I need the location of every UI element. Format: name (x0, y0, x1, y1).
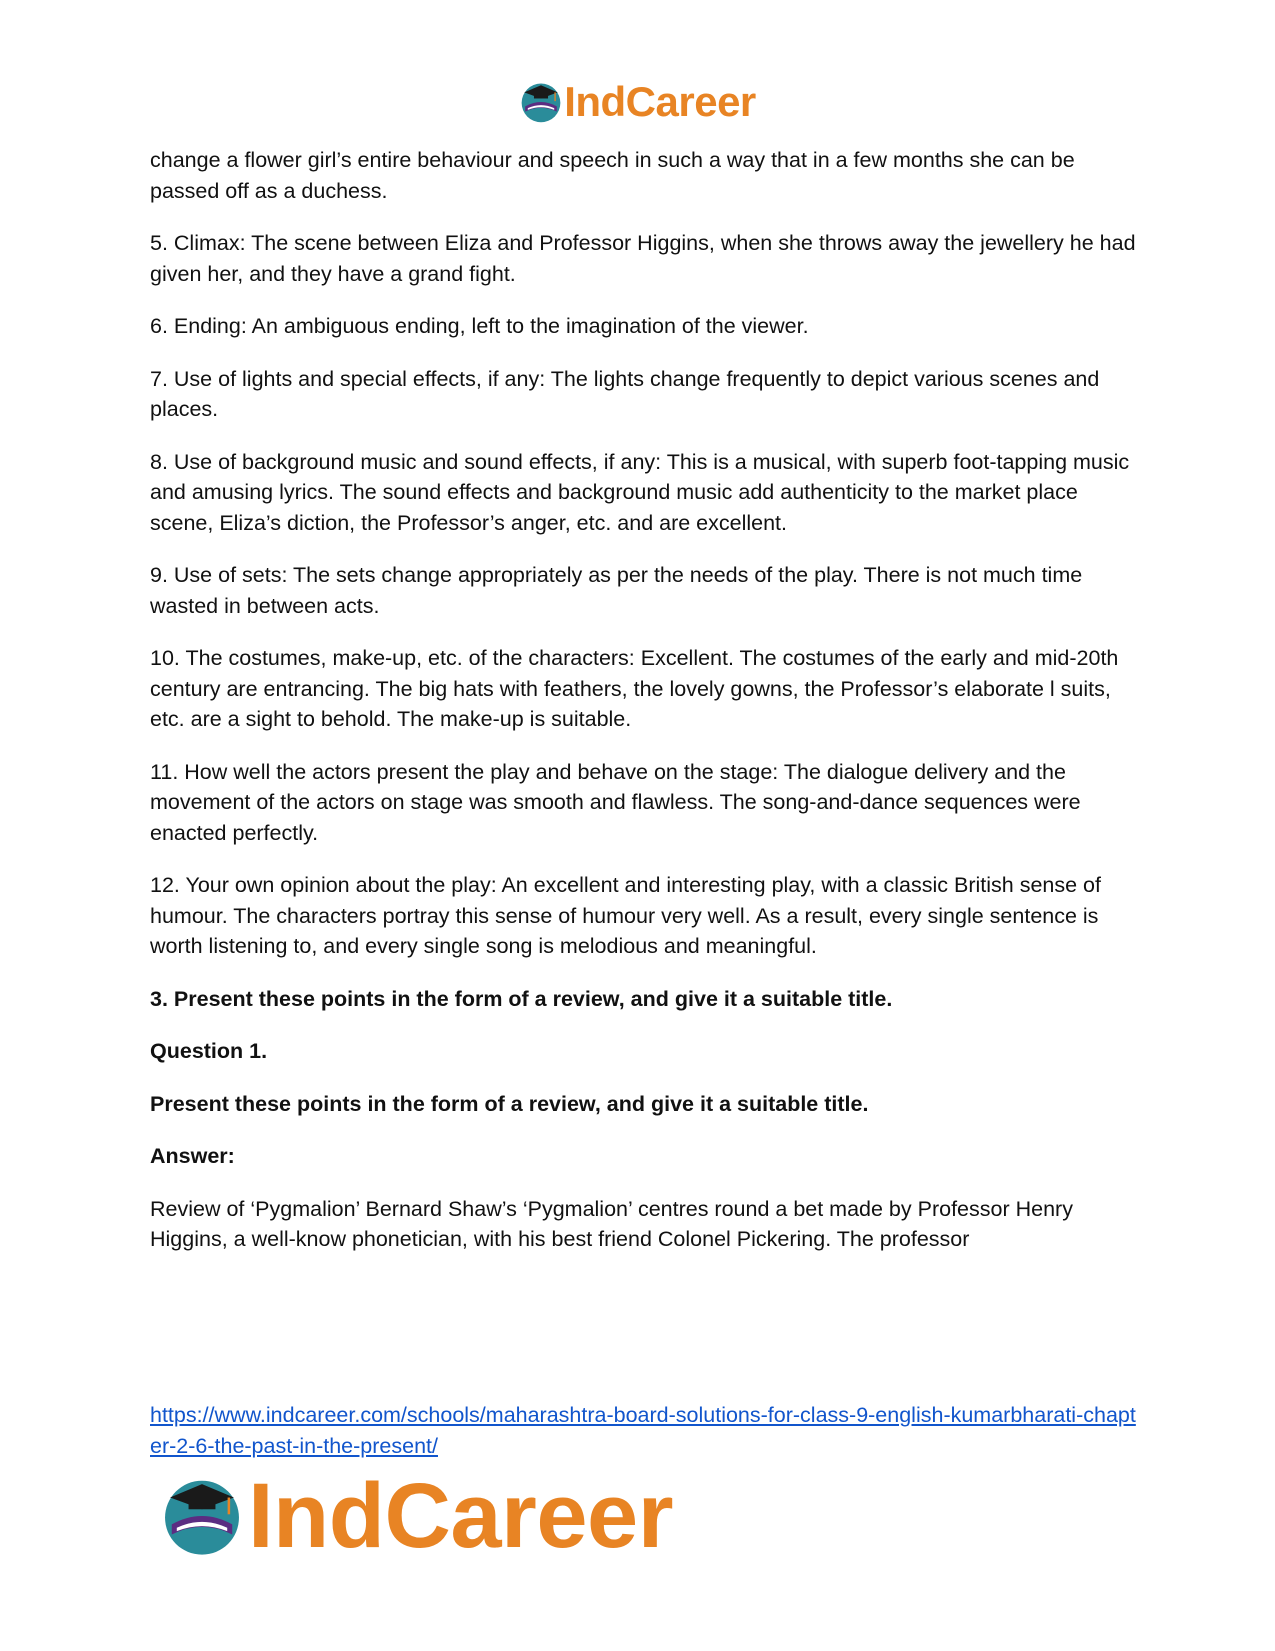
question-label: Question 1. (150, 1039, 268, 1063)
paragraph-opinion: 12. Your own opinion about the play: An excellent and interesting play, with a classic British sense of humour. The characters portray this sense of humour very well. As a result, every single sentence is worth listening to, and every single song is melodious and meaningful. (150, 873, 1101, 958)
source-url-link[interactable]: https://www.indcareer.com/schools/maharashtra-board-solutions-for-class-9-english-kumarbharati-chapter-2-6-the-past-in-the-present/ (150, 1403, 1136, 1458)
footer-logo (160, 1465, 673, 1567)
document-body (150, 145, 1140, 1277)
footer-link-block (150, 1400, 1140, 1461)
paragraph-lights: 7. Use of lights and special effects, if any: The lights change frequently to depict various scenes and places. (150, 366, 1100, 421)
logo (519, 80, 756, 124)
logo-text: IndCareer (564, 78, 756, 125)
paragraph-intro: change a flower girl’s entire behaviour and speech in such a way that in a few months she can be passed off as a duchess. (150, 148, 1075, 203)
graduation-book-globe-icon (519, 80, 563, 124)
paragraph-climax: 5. Climax: The scene between Eliza and Professor Higgins, when she throws away the jewellery he had given her, and they have a grand fight. (150, 231, 1136, 286)
header-logo (0, 80, 1275, 124)
answer-label: Answer: (150, 1144, 235, 1168)
graduation-book-globe-icon (160, 1474, 244, 1558)
paragraph-costumes: 10. The costumes, make-up, etc. of the characters: Excellent. The costumes of the early and mid-20th century are entrancing. The big hats with feathers, the lovely gowns, the Professor’s elaborate l suits, etc. are a sight to behold. The make-up is suitable. (150, 646, 1119, 731)
paragraph-sets: 9. Use of sets: The sets change appropriately as per the needs of the play. There is not much time wasted in between acts. (150, 563, 1083, 618)
question-text: Present these points in the form of a review, and give it a suitable title. (150, 1091, 869, 1116)
answer-text: Review of ‘Pygmalion’ Bernard Shaw’s ‘Pygmalion’ centres round a bet made by Professor Henry Higgins, a well-know phonetician, with his best friend Colonel Pickering. The professor (150, 1196, 1073, 1251)
footer-logo-mark (160, 1465, 673, 1567)
paragraph-ending: 6. Ending: An ambiguous ending, left to the imagination of the viewer. (150, 314, 809, 338)
footer-logo-text: IndCareer (248, 1465, 673, 1567)
task-heading: 3. Present these points in the form of a review, and give it a suitable title. (150, 986, 893, 1011)
paragraph-actors: 11. How well the actors present the play and behave on the stage: The dialogue delivery and the movement of the actors on stage was smooth and flawless. The song-and-dance sequences were enacted perfectly. (150, 759, 1081, 845)
paragraph-music: 8. Use of background music and sound effects, if any: This is a musical, with superb foot-tapping music and amusing lyrics. The sound effects and background music add authenticity to the market place scene, Eliza’s diction, the Professor’s anger, etc. and are excellent. (150, 449, 1130, 535)
